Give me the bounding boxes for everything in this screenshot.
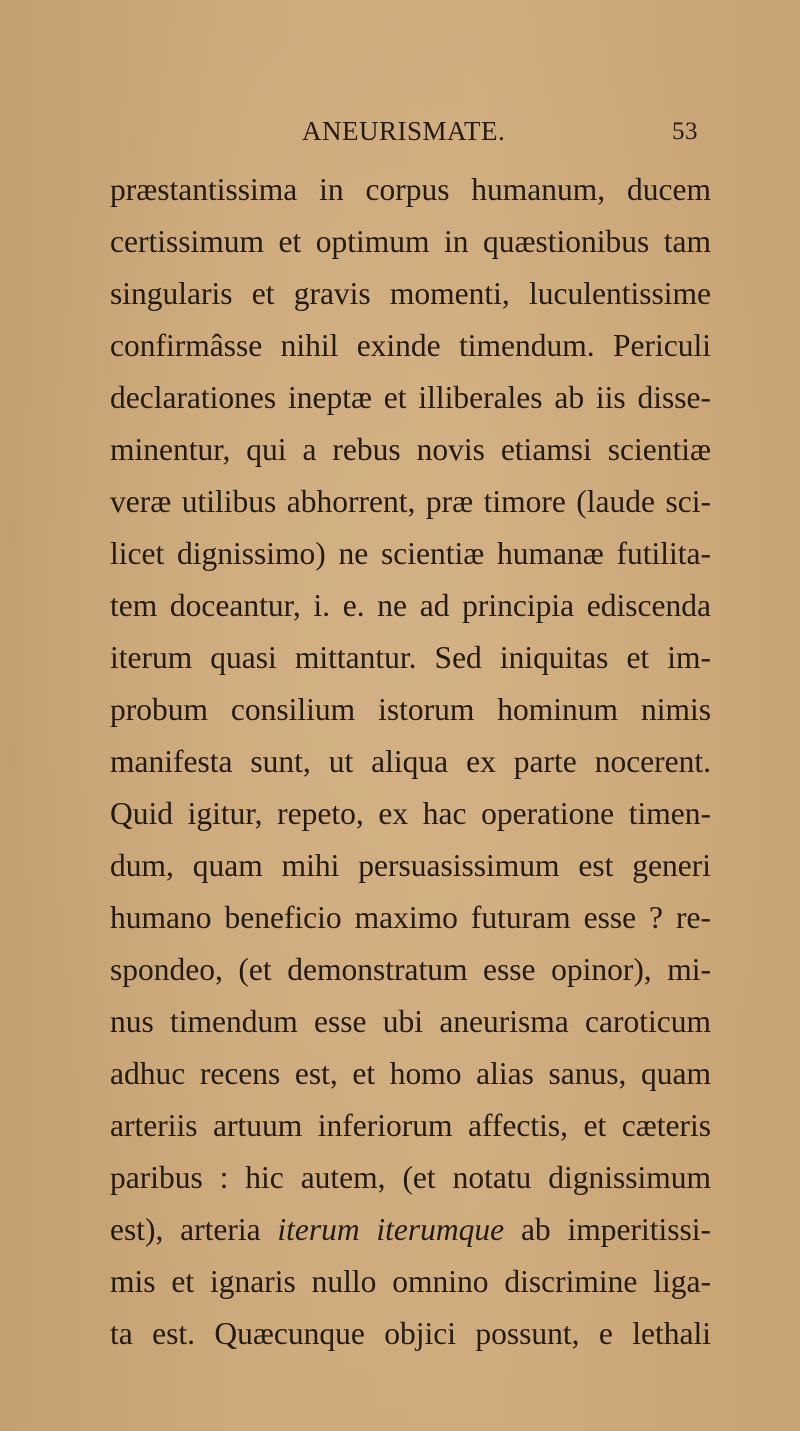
text-run: ab imperitissi- bbox=[504, 1212, 711, 1247]
text-line: nus timendum esse ubi aneurisma caroticum bbox=[110, 1004, 711, 1039]
text-run: est), arteria bbox=[110, 1212, 278, 1247]
text-line: dum, quam mihi persuasissimum est generi bbox=[110, 848, 711, 883]
text-line: mis et ignaris nullo omnino discrimine liga- bbox=[110, 1264, 711, 1299]
text-line: tem doceantur, i. e. ne ad principia ediscenda bbox=[110, 588, 711, 623]
text-line: humano beneficio maximo futuram esse ? re- bbox=[110, 900, 711, 935]
text-line bbox=[110, 1208, 711, 1252]
page-number: 53 bbox=[672, 118, 698, 145]
text-line: adhuc recens est, et homo alias sanus, quam bbox=[110, 1056, 711, 1091]
text-line: paribus : hic autem, (et notatu dignissimum bbox=[110, 1160, 711, 1195]
text-line: certissimum et optimum in quæstionibus tam bbox=[110, 224, 711, 259]
page-header bbox=[0, 116, 800, 156]
text-line: ta est. Quæcunque objici possunt, e lethali bbox=[110, 1316, 711, 1351]
italic-phrase: iterum iterumque bbox=[277, 1212, 505, 1247]
text-line: arteriis artuum inferiorum affectis, et cæteris bbox=[110, 1108, 711, 1143]
text-line: singularis et gravis momenti, luculentissime bbox=[110, 276, 711, 311]
text-line: licet dignissimo) ne scientiæ humanæ futilita- bbox=[110, 536, 711, 571]
text-line: iterum quasi mittantur. Sed iniquitas et im- bbox=[110, 640, 711, 675]
text-line: præstantissima in corpus humanum, ducem bbox=[110, 172, 711, 207]
text-line: probum consilium istorum hominum nimis bbox=[110, 692, 711, 727]
text-line: manifesta sunt, ut aliqua ex parte nocerent. bbox=[110, 744, 711, 779]
text-line: Quid igitur, repeto, ex hac operatione timen- bbox=[110, 796, 711, 831]
text-line: veræ utilibus abhorrent, præ timore (laude sci- bbox=[110, 484, 711, 519]
text-line: minentur, qui a rebus novis etiamsi scientiæ bbox=[110, 432, 711, 467]
running-title: ANEURISMATE. bbox=[302, 116, 506, 146]
text-line: confirmâsse nihil exinde timendum. Periculi bbox=[110, 328, 711, 363]
text-line: spondeo, (et demonstratum esse opinor), mi- bbox=[110, 952, 711, 987]
text-line: declarationes ineptæ et illiberales ab iis disse- bbox=[110, 380, 711, 415]
